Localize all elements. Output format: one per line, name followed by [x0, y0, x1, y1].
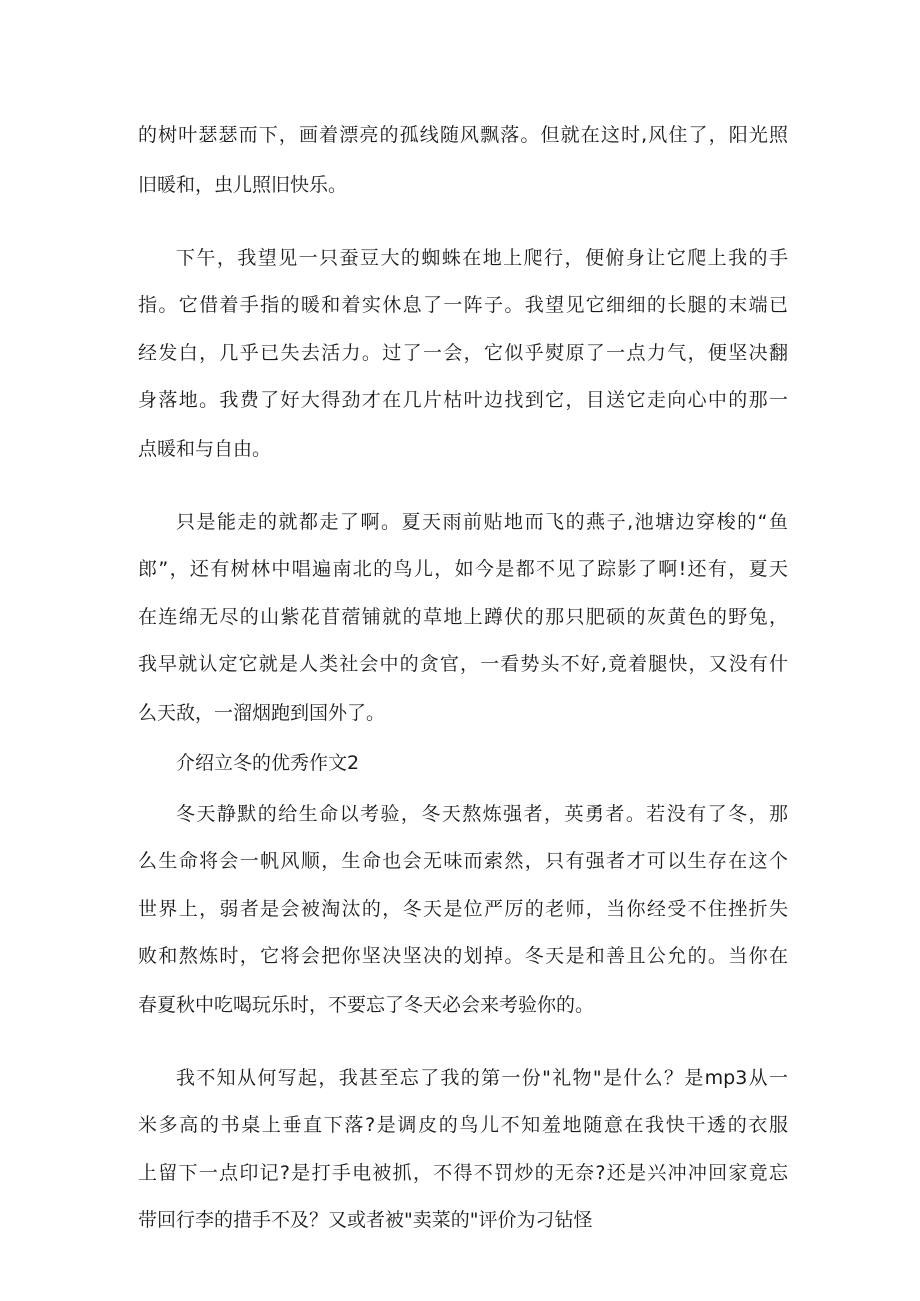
paragraph-1-line-2: 旧暖和，虫儿照旧快乐。: [138, 174, 348, 196]
paragraph-2-line-3: 经发白，几乎已失去活力。过了一会，它似乎熨原了一点力气，便坚决翻: [138, 342, 788, 364]
paragraph-1-line-1: 的树叶瑟瑟而下，画着漂亮的孤线随风飘落。但就在这时,风住了，阳光照: [138, 124, 788, 146]
paragraph-4-line-4: 败和熬炼时，它将会把你坚决坚决的划掉。冬天是和善且公允的。当你在: [138, 945, 788, 967]
paragraph-3-line-1: 只是能走的就都走了啊。夏天雨前贴地而飞的燕子,池塘边穿梭的“鱼: [176, 511, 788, 533]
paragraph-3-line-4: 我早就认定它就是人类社会中的贪官，一看势头不好,竟着腿快，又没有什: [138, 653, 788, 675]
paragraph-2-line-2: 指。它借着手指的暖和着实休息了一阵子。我望见它细细的长腿的末端已: [138, 294, 788, 316]
paragraph-4-line-1: 冬天静默的给生命以考验，冬天熬炼强者，英勇者。若没有了冬，那: [176, 803, 788, 825]
paragraph-2-line-4: 身落地。我费了好大得劲才在几片枯叶边找到它，目送它走向心中的那一: [138, 389, 788, 411]
paragraph-5-line-3: 上留下一点印记?是打手电被抓，不得不罚炒的无奈?还是兴冲冲回家竟忘: [138, 1162, 788, 1184]
paragraph-3-line-2: 郎”，还有树林中唱遍南北的鸟儿，如今是都不见了踪影了啊!还有，夏天: [138, 558, 788, 580]
paragraph-5-line-4: 带回行李的措手不及？又或者被"卖菜的"评价为刁钻怪: [138, 1209, 593, 1231]
paragraph-5-line-2: 米多高的书桌上垂直下落?是调皮的鸟儿不知羞地随意在我快干透的衣服: [138, 1114, 788, 1136]
paragraph-4-line-2: 么生命将会一帆风顺，生命也会无味而索然，只有强者才可以生存在这个: [138, 850, 788, 872]
paragraph-3-line-5: 么天敌，一溜烟跑到国外了。: [138, 702, 386, 724]
section-heading: 介绍立冬的优秀作文2: [176, 752, 360, 774]
paragraph-4-line-3: 世界上，弱者是会被淘汰的，冬天是位严厉的老师，当你经受不住挫折失: [138, 898, 788, 920]
paragraph-5-line-1: 我不知从何写起，我甚至忘了我的第一份"礼物"是什么？是mp3从一: [176, 1067, 788, 1089]
paragraph-2-line-5: 点暖和与自由。: [138, 438, 272, 460]
paragraph-2-line-1: 下午，我望见一只蚕豆大的蜘蛛在地上爬行，便俯身让它爬上我的手: [176, 247, 788, 269]
paragraph-4-line-5: 春夏秋中吃喝玩乐时，不要忘了冬天必会来考验你的。: [138, 994, 595, 1016]
paragraph-3-line-3: 在连绵无尽的山紫花苜蓿铺就的草地上蹲伏的那只肥硕的灰黄色的野兔，: [138, 606, 788, 628]
